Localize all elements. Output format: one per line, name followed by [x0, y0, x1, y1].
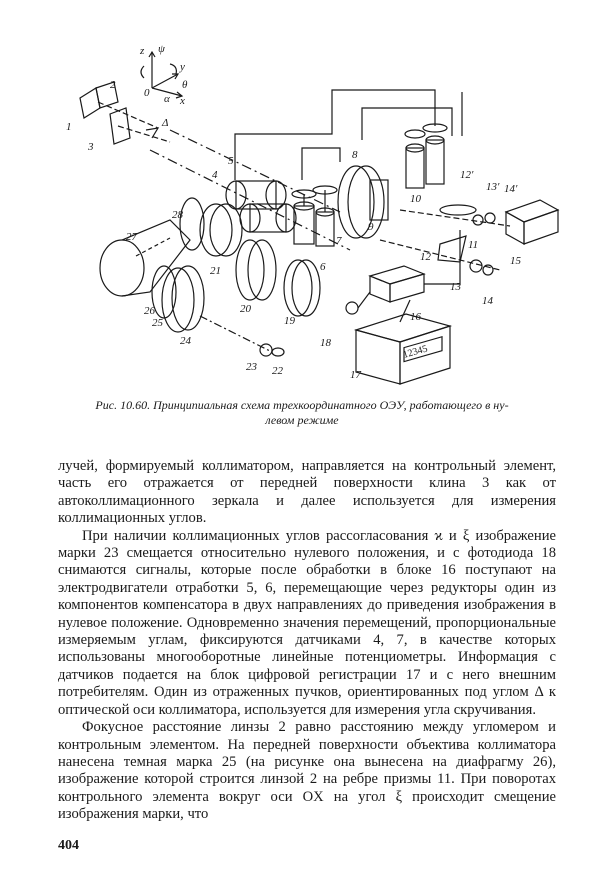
left-prism-assembly [80, 82, 170, 144]
lamp-22 [272, 348, 284, 356]
label-13: 13 [450, 281, 461, 293]
label-7: 7 [336, 235, 342, 247]
paragraph-3: Фокусное расстояние линзы 2 равно расстоянию между угломером и контрольным элементом. На передней поверхности объектива коллиматора нанесена темная марка 25 (на рисунке она вынесена на диафрагму 26), изображение которой строится линзой 2 на ребре призмы 11. При поворотах контрольного элемента вокруг оси OX на угол ξ происходит смещение изображения марки, что [58, 719, 556, 823]
label-12p: 12′ [460, 169, 474, 181]
label-19: 19 [284, 315, 295, 327]
label-12: 12 [420, 251, 431, 263]
label-9: 9 [368, 221, 374, 233]
axis-label-theta: θ [182, 79, 188, 91]
axis-label-psi: ψ [158, 43, 165, 55]
collimator-27 [100, 220, 190, 296]
label-27: 27 [126, 231, 137, 243]
wire-16-17 [400, 300, 410, 322]
caption-line-1: Рис. 10.60. Принципиальная схема трехкоординатного ОЭУ, работающего в ну- [95, 398, 509, 412]
display-digits: 12345 [401, 343, 429, 361]
label-5: 5 [228, 155, 234, 167]
label-25: 25 [152, 317, 163, 329]
label-4: 4 [212, 169, 218, 181]
lens-group-8-9 [338, 166, 388, 238]
label-14p: 14′ [504, 183, 518, 195]
axis-label-alpha: α [164, 93, 170, 105]
mark-23 [260, 344, 272, 356]
label-2: 2 [110, 79, 116, 91]
label-delta: Δ [162, 117, 169, 129]
label-22: 22 [272, 365, 283, 377]
wire-18-16 [358, 292, 370, 308]
paragraph-1: лучей, формируемый коллиматором, направляется на контрольный элемент, часть его отражается от передней поверхности клина 3 как от автоколлимационного зеркала и далее используется для измерения коллимационных углов. [58, 458, 556, 527]
body-text [58, 458, 556, 824]
label-23: 23 [246, 361, 257, 373]
label-28: 28 [172, 209, 183, 221]
label-21: 21 [210, 265, 221, 277]
figure-caption [52, 398, 552, 428]
lens-19-back [292, 260, 320, 316]
lens-pair-20-21 [236, 240, 276, 300]
label-10: 10 [410, 193, 421, 205]
lens-19 [284, 260, 312, 316]
label-8: 8 [352, 149, 358, 161]
schematic-figure [40, 30, 570, 400]
motor-assembly-10 [405, 124, 447, 188]
label-13p: 13′ [486, 181, 500, 193]
schematic-drawing [40, 30, 570, 400]
motor-assembly-4-5 [200, 181, 296, 256]
label-24: 24 [180, 335, 191, 347]
label-11: 11 [468, 239, 479, 251]
label-26: 26 [144, 305, 155, 317]
label-20: 20 [240, 303, 251, 315]
block-15 [506, 200, 558, 244]
label-17: 17 [350, 369, 361, 381]
axis-label-y: y [180, 61, 185, 73]
prism-11-assembly [380, 205, 510, 275]
block-16 [370, 266, 424, 302]
optical-axis-line-2 [150, 150, 350, 250]
paragraph-2: При наличии коллимационных углов рассогласования ϰ и ξ изображение марки 23 смещается относительно нулевого положения, и с фотодиода 18 снимаются сигналы, которые после обработки в блоке 16 поступают на электродвигатели отработки 5, 6, перемещающие через редукторы один из компонентов компенсатора в двух направлениях до приведения изображения в нулевое положение. Одновременно значения перемещений, пропорциональные измеряемым углам, фиксируются датчиками 4, 7, в качестве которых использованы многооборотные линейные потенциометры. Информация с датчиков подается на блок цифровой регистрации 17 и с него внешним потребителям. Один из отраженных пучков, ориентированных под углом Δ к оптической оси коллиматора, используется для измерения угла скручивания. [58, 527, 556, 718]
motor-assembly-6-7 [292, 186, 337, 246]
label-6: 6 [320, 261, 326, 273]
caption-line-2: левом режиме [265, 413, 339, 427]
axis-label-o: 0 [144, 87, 150, 99]
page-number: 404 [58, 838, 79, 853]
label-18: 18 [320, 337, 331, 349]
label-3: 3 [88, 141, 94, 153]
wire-mid [302, 148, 340, 180]
photodiode-18 [346, 302, 358, 314]
axis-label-x: x [180, 95, 185, 107]
label-1: 1 [66, 121, 72, 133]
label-14: 14 [482, 295, 493, 307]
label-16: 16 [410, 311, 421, 323]
axis-lower [200, 316, 272, 352]
axis-label-z: z [140, 45, 145, 57]
label-15: 15 [510, 255, 521, 267]
